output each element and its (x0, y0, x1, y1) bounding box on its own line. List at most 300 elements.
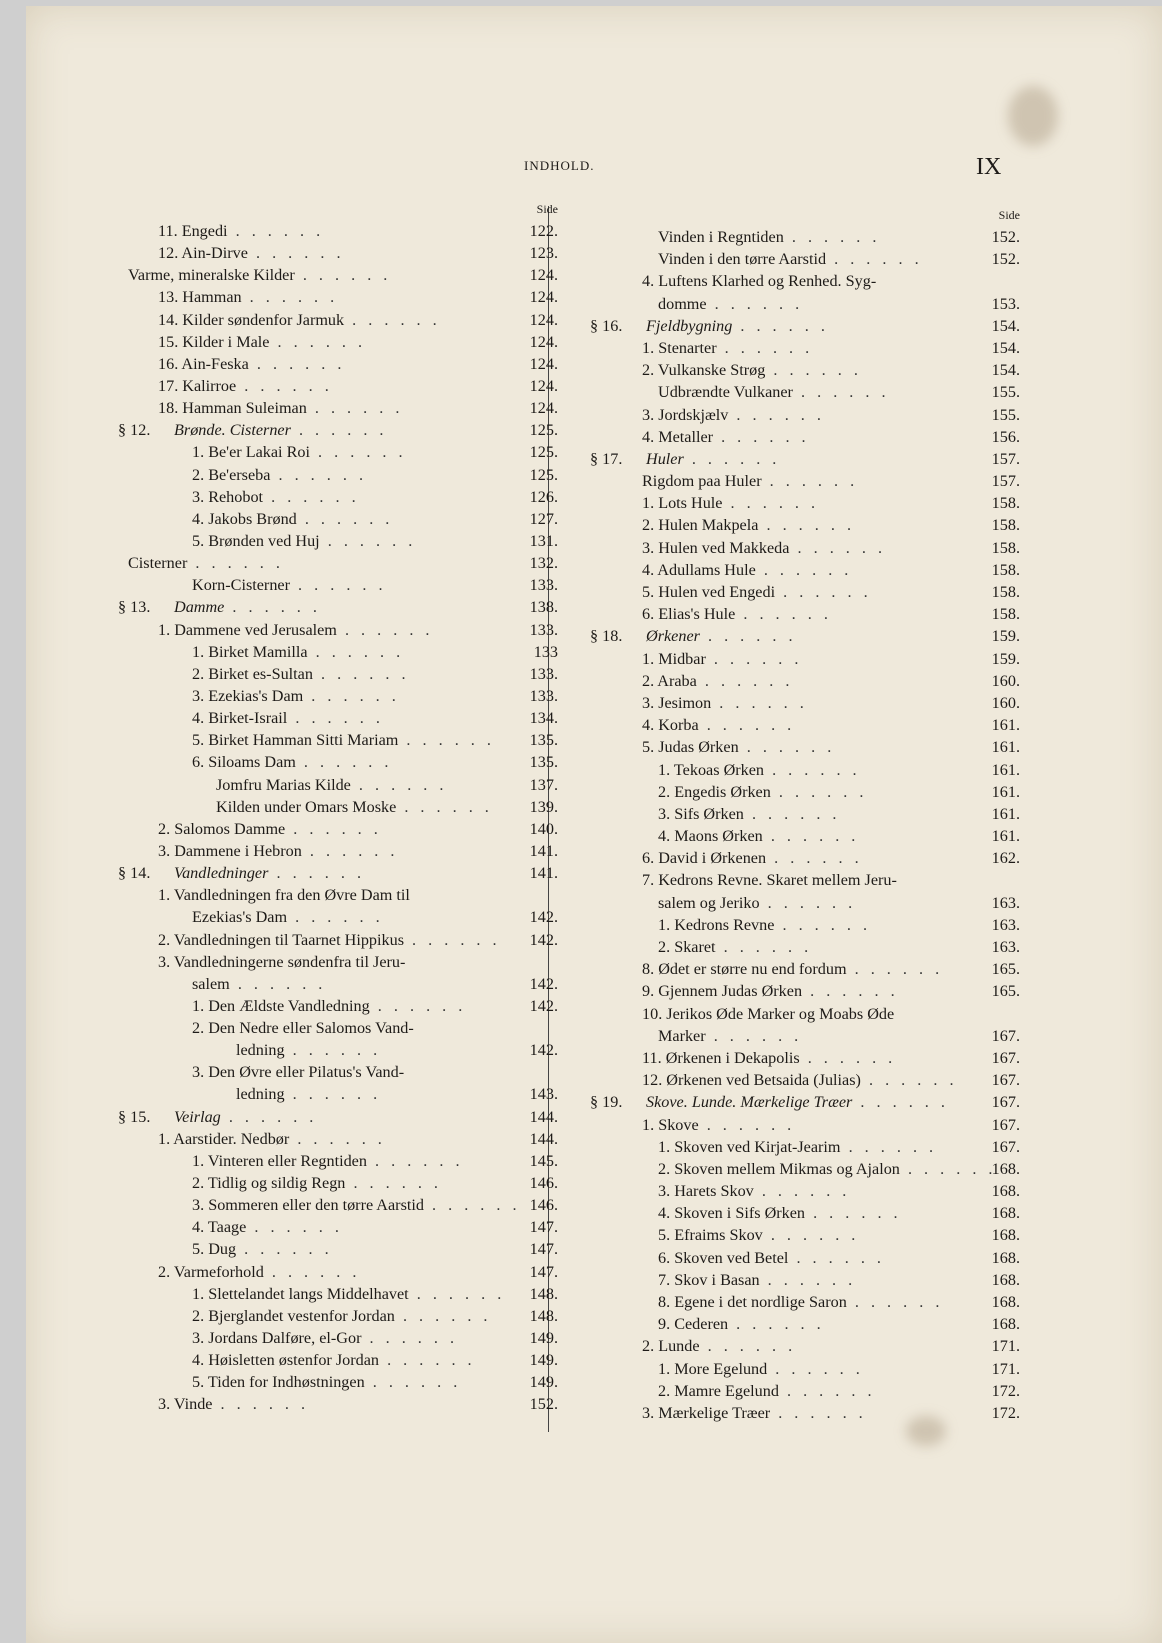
toc-entry (118, 1283, 558, 1305)
entry-title: Kedrons Revne. Skaret mellem Jeru- (658, 871, 897, 890)
dot-leader: . . . . . . (247, 244, 345, 263)
entry-page-number: 148. (529, 1306, 558, 1325)
dot-leader: . . . . . . (284, 1041, 382, 1060)
dot-leader: . . . . . . (263, 1262, 361, 1281)
entry-page-number: 134. (529, 709, 558, 728)
dot-leader: . . . . . . (762, 827, 860, 846)
entry-number: 2. (192, 1019, 205, 1038)
entry-title: Marker (658, 1026, 706, 1045)
entry-page-number: 163. (991, 915, 1020, 934)
entry-title: Kilder søndenfor Jarmuk (182, 310, 345, 329)
entry-number: 11. (158, 222, 178, 240)
entry-title: Efraims Skov (674, 1226, 763, 1245)
entry-page-number: 124. (529, 332, 558, 351)
toc-entry (590, 1180, 1020, 1202)
toc-entry (590, 1136, 1020, 1158)
entry-title: Jakobs Brønd (208, 509, 297, 528)
dot-leader: . . . . . . (312, 664, 410, 683)
toc-entry (118, 1305, 558, 1327)
entry-page-number: 152. (991, 228, 1020, 246)
entry-page-number: 167. (991, 1071, 1020, 1090)
dot-leader: . . . . . . (764, 760, 861, 779)
entry-page-number: 172. (991, 1403, 1020, 1422)
toc-entry (118, 995, 558, 1017)
entry-title: Varmeforhold (173, 1262, 264, 1281)
entry-number: 2. (158, 930, 171, 949)
side-label: Side (998, 208, 1020, 222)
toc-section-heading (118, 1106, 558, 1128)
entry-number: 1. (192, 1284, 205, 1303)
dot-leader: . . . . . . (423, 1196, 521, 1215)
toc-entry (590, 514, 1020, 536)
entry-page-number: 160. (991, 693, 1020, 712)
entry-page-number: 148. (529, 1284, 558, 1303)
dot-leader: . . . . . . (296, 509, 394, 528)
toc-entry (118, 951, 558, 973)
entry-number: 3. (192, 686, 205, 705)
toc-entry (590, 1224, 1020, 1246)
entry-title: Skoven ved Kirjat-Jearim (674, 1137, 841, 1156)
entry-title: Tiden for Indhøstningen (207, 1373, 365, 1392)
entry-number: 3. (158, 841, 171, 860)
section-number: § 12. (118, 421, 151, 440)
entry-title: Den Øvre eller Pilatus's Vand- (208, 1063, 405, 1082)
entry-title: Araba (657, 671, 697, 690)
toc-entry (118, 774, 558, 796)
toc-entry (590, 1114, 1020, 1136)
entry-title: Sommeren eller den tørre Aarstid (208, 1196, 424, 1215)
toc-entry (590, 869, 1020, 891)
dot-leader: . . . . . . (783, 228, 881, 246)
entry-number: 2. (658, 782, 671, 801)
dot-leader: . . . . . . (761, 472, 859, 491)
toc-column-left (118, 202, 558, 1416)
toc-entry (118, 331, 558, 353)
entry-title: Brønde. Cisterner (174, 421, 291, 440)
entry-title: Veirlag (174, 1107, 221, 1126)
entry-number: 4. (642, 716, 655, 735)
entry-page-number: 157. (991, 472, 1020, 491)
entry-title: Birket Mamilla (208, 642, 308, 661)
entry-page-number: 124. (529, 266, 558, 285)
entry-title: Kilder i Male (182, 332, 270, 351)
dot-leader: . . . . . . (241, 288, 339, 307)
toc-entry (118, 1349, 558, 1371)
entry-title: Birket-Israil (208, 709, 288, 728)
dot-leader: . . . . . . (716, 338, 814, 357)
dot-leader: . . . . . . (705, 1026, 803, 1045)
entry-title: Mærkelige Træer (658, 1403, 771, 1422)
entry-page-number: 125. (529, 443, 558, 462)
entry-page-number: 154. (991, 338, 1020, 357)
entry-title: Ezekias's Dam (192, 908, 288, 927)
entry-number: 2. (158, 819, 171, 838)
entry-title: Bjerglandet vestenfor Jordan (208, 1306, 395, 1325)
dot-leader: . . . . . . (778, 1381, 876, 1400)
toc-entry (590, 581, 1020, 603)
toc-entry (590, 670, 1020, 692)
entry-number: 1. (192, 1151, 205, 1170)
toc-entry (118, 1216, 558, 1238)
dot-leader: . . . . . . (269, 332, 367, 351)
entry-page-number: 167. (991, 1137, 1020, 1156)
entry-title: Ørkener (646, 627, 700, 646)
entry-number: 2. (192, 1306, 205, 1325)
dot-leader: . . . . . . (711, 693, 808, 712)
entry-page-number: 156. (991, 427, 1020, 446)
entry-title: Udbrændte Vulkaner (658, 383, 793, 402)
side-header (118, 202, 558, 220)
entry-title: Vinden i Regntiden (658, 228, 784, 246)
entry-title: Kilden under Omars Moske (216, 797, 397, 816)
dot-leader: . . . . . . (759, 893, 857, 912)
entry-page-number: 158. (991, 583, 1020, 601)
entry-page-number: 167. (991, 1115, 1020, 1134)
entry-page-number: 155. (991, 405, 1020, 424)
entry-number: 2. (642, 671, 655, 690)
entry-number: 1. (658, 1359, 671, 1378)
toc-entry (590, 1202, 1020, 1224)
dot-leader: . . . . . . (728, 1315, 825, 1334)
entry-title: Vandledningen til Taarnet Hippikus (173, 930, 404, 949)
entry-number: 4. (658, 1204, 671, 1223)
dot-leader: . . . . . . (770, 1403, 867, 1422)
toc-entry (118, 242, 558, 264)
entry-page-number: 171. (991, 1359, 1020, 1378)
toc-entry (590, 980, 1020, 1002)
toc-entry (118, 220, 558, 242)
entry-page-number: 142. (529, 908, 558, 927)
entry-page-number: 144. (529, 1107, 558, 1126)
dot-leader: . . . . . . (775, 583, 872, 601)
entry-page-number: 158. (991, 494, 1020, 513)
toc-entry (118, 464, 558, 486)
toc-entry (590, 270, 1020, 292)
toc-entry (118, 397, 558, 419)
toc-entry (118, 1194, 558, 1216)
dot-leader: . . . . . . (246, 1218, 343, 1237)
dot-leader: . . . . . . (398, 731, 495, 750)
dot-leader: . . . . . . (285, 819, 382, 838)
entry-page-number: 144. (529, 1129, 558, 1148)
entry-number: 9. (642, 982, 655, 1001)
entry-page-number: 124. (529, 288, 558, 307)
toc-entry (590, 825, 1020, 847)
entry-page-number: 142. (529, 1041, 558, 1060)
entry-title: Damme (174, 598, 225, 617)
toc-entry (118, 796, 558, 818)
toc-column-right (590, 208, 1020, 1424)
entry-number: 5. (658, 1226, 671, 1245)
dot-leader: . . . . . . (289, 1129, 386, 1148)
entry-page-number: 135. (529, 731, 558, 750)
entry-title: Maons Ørken (674, 827, 763, 846)
toc-entry (590, 293, 1020, 315)
dot-leader: . . . . . . (826, 250, 923, 269)
running-title: INDHOLD. (524, 158, 595, 173)
entry-page-number: 149. (529, 1329, 558, 1348)
dot-leader: . . . . . . (699, 1337, 797, 1356)
toc-entry (118, 286, 558, 308)
entry-title: Varme, mineralske Kilder (128, 266, 295, 285)
toc-entry (118, 619, 558, 641)
toc-entry (590, 714, 1020, 736)
entry-number: 1. (192, 996, 205, 1015)
dot-leader: . . . . . . (379, 1351, 476, 1370)
toc-entry (118, 906, 558, 928)
dot-leader: . . . . . . (394, 1306, 492, 1325)
entry-title: Kalirroe (182, 376, 237, 395)
side-header (590, 208, 1020, 226)
entry-number: 2. (658, 1381, 671, 1400)
entry-page-number: 147. (529, 1218, 558, 1237)
entry-title: Vulkanske Strøg (657, 361, 766, 380)
entry-title: Vandledningen fra den Øvre Dam til (173, 886, 410, 905)
entry-title: Vinden i den tørre Aarstid (658, 250, 827, 269)
toc-entry (118, 1371, 558, 1393)
entry-number: 10. (642, 1004, 663, 1023)
entry-number: 2. (192, 664, 205, 683)
entry-title: Aarstider. Nedbør (173, 1129, 290, 1148)
entry-number: 3. (158, 1395, 171, 1414)
entry-number: 3. (192, 1196, 205, 1215)
entry-page-number: 152. (529, 1395, 558, 1414)
dot-leader: . . . . . . (696, 671, 794, 690)
entry-page-number: 157. (991, 449, 1020, 468)
entry-title: Engedis Ørken (674, 782, 771, 801)
entry-number: 1. (158, 620, 171, 639)
entry-title: Skove (658, 1115, 699, 1134)
toc-entry (118, 1150, 558, 1172)
section-number: § 18. (590, 627, 623, 646)
dot-leader: . . . . . . (344, 310, 441, 329)
dot-leader: . . . . . . (698, 1115, 796, 1134)
entry-page-number: 135. (529, 753, 558, 772)
entry-title: Skoven ved Betel (674, 1248, 789, 1267)
entry-number: 3. (658, 804, 671, 823)
dot-leader: . . . . . . (229, 974, 327, 993)
entry-page-number: 142. (529, 930, 558, 949)
entry-title: Skove. Lunde. Mærkelige Træer (646, 1093, 853, 1112)
toc-entry (118, 508, 558, 530)
entry-title: Vinteren eller Regntiden (207, 1151, 367, 1170)
dot-leader: . . . . . . (187, 554, 284, 573)
dot-leader: . . . . . . (840, 1137, 938, 1156)
dot-leader: . . . . . . (236, 376, 333, 395)
entry-title: Sifs Ørken (674, 804, 744, 823)
entry-page-number: 154. (991, 316, 1020, 335)
dot-leader: . . . . . . (766, 849, 863, 868)
entry-title: salem (192, 974, 230, 993)
toc-entry (590, 1291, 1020, 1313)
toc-entry (590, 381, 1020, 403)
entry-number: 6. (658, 1248, 671, 1267)
entry-page-number: 159. (991, 627, 1020, 646)
entry-page-number: 124. (529, 310, 558, 329)
entry-page-number: 160. (991, 671, 1020, 690)
dot-leader: . . . . . . (295, 753, 393, 772)
entry-page-number: 124. (529, 354, 558, 373)
entry-number: 2. (642, 516, 655, 535)
entry-page-number: 146. (529, 1174, 558, 1193)
entry-number: 4. (192, 1351, 205, 1370)
dot-leader: . . . . . . (396, 797, 493, 816)
section-number: § 15. (118, 1107, 151, 1126)
entry-title: Stenarter (658, 338, 717, 357)
dot-leader: . . . . . . (294, 266, 392, 285)
entry-title: Egene i det nordlige Saron (674, 1293, 847, 1311)
entry-number: 7. (642, 871, 655, 890)
toc-entry (118, 641, 558, 663)
entry-page-number: 167. (991, 1026, 1020, 1045)
toc-section-heading (590, 1091, 1020, 1113)
entry-page-number: 163. (991, 893, 1020, 912)
dot-leader: . . . . . . (224, 598, 321, 617)
entry-page-number: 141. (529, 841, 558, 860)
section-number: § 16. (590, 316, 623, 335)
dot-leader: . . . . . . (705, 649, 803, 668)
dot-leader: . . . . . . (683, 449, 781, 468)
toc-entry (590, 781, 1020, 803)
entry-page-number: 167. (991, 1093, 1020, 1112)
entry-page-number: 133. (529, 576, 558, 595)
entry-title: Skov i Basan (674, 1270, 760, 1289)
entry-number: 1. (192, 642, 205, 661)
entry-page-number: 133. (529, 620, 558, 639)
toc-entry (590, 1313, 1020, 1335)
entry-page-number: 122. (529, 222, 558, 240)
dot-leader: . . . . . . (336, 620, 434, 639)
entry-title: Tidlig og sildig Regn (207, 1174, 346, 1193)
entry-number: 1. (192, 443, 205, 462)
entry-page-number: 140. (529, 819, 558, 838)
dot-leader: . . . . . . (805, 1204, 902, 1223)
toc-entry (590, 1380, 1020, 1402)
toc-entry (590, 692, 1020, 714)
entry-title: Vandledninger (174, 864, 269, 883)
entry-title: Hulen Makpela (658, 516, 759, 535)
toc-entry (590, 248, 1020, 270)
paper-stain (1008, 86, 1058, 146)
dot-leader: . . . . . . (765, 361, 862, 380)
entry-number: 2. (658, 938, 671, 956)
dot-leader: . . . . . . (236, 1240, 333, 1259)
entry-title: Huler (646, 449, 684, 468)
toc-section-heading (590, 625, 1020, 647)
entry-page-number: 163. (991, 938, 1020, 956)
entry-title: Den Ældste Vandledning (208, 996, 370, 1015)
dot-leader: . . . . . . (758, 516, 855, 535)
entry-number: 13. (158, 288, 179, 307)
entry-page-number: 123. (529, 244, 558, 263)
entry-number: 16. (158, 354, 179, 373)
dot-leader: . . . . . . (306, 399, 404, 418)
toc-entry (118, 1061, 558, 1083)
entry-page-number: 149. (529, 1373, 558, 1392)
toc-entry (590, 1003, 1020, 1025)
entry-number: 3. (642, 693, 655, 712)
entry-number: 7. (658, 1270, 671, 1289)
entry-title: Hulen ved Makkeda (658, 538, 790, 557)
entry-title: Den Nedre eller Salomos Vand- (208, 1019, 414, 1038)
dot-leader: . . . . . . (846, 960, 944, 979)
toc-entry (118, 552, 558, 574)
entry-number: 3. (192, 487, 205, 506)
entry-title: Dammene ved Jerusalem (174, 620, 337, 639)
dot-leader: . . . . . . (743, 804, 841, 823)
entry-number: 4. (658, 827, 671, 846)
entry-title: Slettelandet langs Middelhavet (208, 1284, 409, 1303)
toc-entry (118, 1393, 558, 1415)
dot-leader: . . . . . . (753, 1182, 851, 1201)
dot-leader: . . . . . . (345, 1174, 442, 1193)
entry-page-number: 127. (529, 509, 558, 528)
dot-leader: . . . . . . (366, 1151, 464, 1170)
entry-title: Judas Ørken (658, 738, 739, 757)
toc-entry (590, 1158, 1020, 1180)
entry-title: Tekoas Ørken (673, 760, 765, 779)
entry-title: Jordskjælv (658, 405, 729, 424)
toc-entry (118, 1128, 558, 1150)
entry-title: Be'er Lakai Roi (208, 443, 310, 462)
entry-page-number: 172. (991, 1381, 1020, 1400)
toc-entry (590, 1025, 1020, 1047)
entry-page-number: 161. (991, 827, 1020, 846)
dot-leader: . . . . . . (408, 1284, 506, 1303)
section-number: § 19. (590, 1093, 623, 1112)
entry-number: 1. (642, 494, 655, 513)
entry-title: Ain-Feska (181, 354, 249, 373)
dot-leader: . . . . . . (364, 1373, 462, 1392)
entry-number: 6. (642, 849, 655, 868)
entry-page-number: 168. (991, 1226, 1020, 1245)
toc-entry (118, 375, 558, 397)
toc-entry (118, 840, 558, 862)
entry-title: Jesimon (658, 693, 712, 712)
entry-number: 3. (158, 952, 171, 971)
entry-number: 3. (642, 538, 655, 557)
entry-number: 6. (642, 605, 655, 624)
dot-leader: . . . . . . (284, 1085, 382, 1104)
entry-page-number: 158. (991, 560, 1020, 579)
entry-page-number: 168. (991, 1293, 1020, 1311)
toc-entry (118, 1261, 558, 1283)
toc-entry (590, 492, 1020, 514)
entry-page-number: 158. (991, 538, 1020, 557)
toc-entry (590, 426, 1020, 448)
dot-leader: . . . . . . (860, 1071, 958, 1090)
entry-number: 12. (158, 244, 179, 263)
entry-page-number: 168. (991, 1270, 1020, 1289)
entry-title: Cederen (674, 1315, 729, 1334)
entry-number: 4. (192, 509, 205, 528)
toc-entry (118, 1238, 558, 1260)
entry-number: 4. (642, 272, 655, 291)
entry-number: 17. (158, 376, 179, 395)
entry-page-number: 145. (529, 1151, 558, 1170)
toc-entry (590, 847, 1020, 869)
toc-entry (590, 958, 1020, 980)
entry-page-number: 137. (529, 775, 558, 794)
entry-title: ledning (236, 1085, 285, 1104)
entry-page-number: 147. (529, 1240, 558, 1259)
entry-page-number: 162. (991, 849, 1020, 868)
entry-title: Hamman Suleiman (182, 399, 307, 418)
toc-entry (590, 1402, 1020, 1424)
dot-leader: . . . . . . (767, 1359, 864, 1378)
entry-title: Ødet er større nu end fordum (658, 960, 847, 979)
entry-page-number: 161. (991, 804, 1020, 823)
